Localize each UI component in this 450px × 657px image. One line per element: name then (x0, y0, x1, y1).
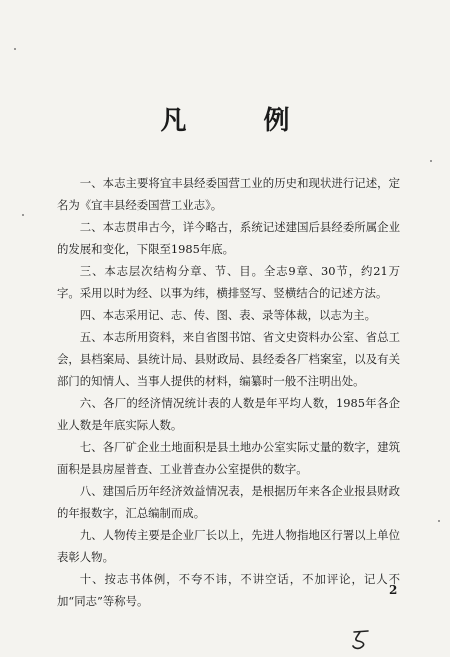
page-number: 2 (389, 583, 398, 597)
guideline-paragraph-8: 八、建国后历年经济效益情况表，是根据历年来各企业报县财政的年报数字，汇总编制而成。 (57, 484, 400, 520)
guideline-paragraph-4: 四、本志采用记、志、传、图、表、录等体裁，以志为主。 (79, 308, 376, 322)
guideline-paragraph-1: 一、本志主要将宜丰县经委国营工业的历史和现状进行记述，定名为《宜丰县经委国营工业志》。 (57, 176, 400, 212)
page-title: 凡 例 (160, 106, 324, 136)
guideline-paragraph-6: 六、各厂的经济情况统计表的人数是年平均人数，1985年各企业人数是年底实际人数。 (57, 396, 400, 432)
guideline-paragraph-9: 九、人物传主要是企业厂长以上，先进人物指地区行署以上单位表彰人物。 (57, 528, 400, 564)
guideline-paragraph-3: 三、本志层次结构分章、节、目。全志9章、30节，约21万字。采用以时为经、以事为纬，横排竖写、竖横结合的记述方法。 (57, 264, 400, 300)
paper-speck (14, 48, 16, 50)
paper-speck (430, 160, 432, 162)
handwritten-mark (348, 628, 376, 650)
guideline-paragraph-10: 十、按志书体例，不夸不讳，不讲空话，不加评论，记人不加“同志”等称号。 (57, 572, 400, 608)
paper-speck (22, 214, 24, 216)
guideline-paragraph-7: 七、各厂矿企业土地面积是县土地办公室实际丈量的数字，建筑面积是县房屋普查、工业普查办公室提供的数字。 (57, 440, 400, 476)
guideline-paragraph-2: 二、本志贯串古今，详今略古，系统记述建国后县经委所属企业的发展和变化，下限至1985年底。 (57, 220, 400, 256)
guideline-paragraph-5: 五、本志所用资料，来自省图书馆、省文史资料办公室、省总工会，县档案局、县统计局、县财政局、县经委各厂档案室，以及有关部门的知情人、当事人提供的材料，编纂时一般不注明出处。 (57, 330, 400, 388)
paper-speck (438, 520, 440, 522)
guidelines-body (57, 172, 400, 612)
